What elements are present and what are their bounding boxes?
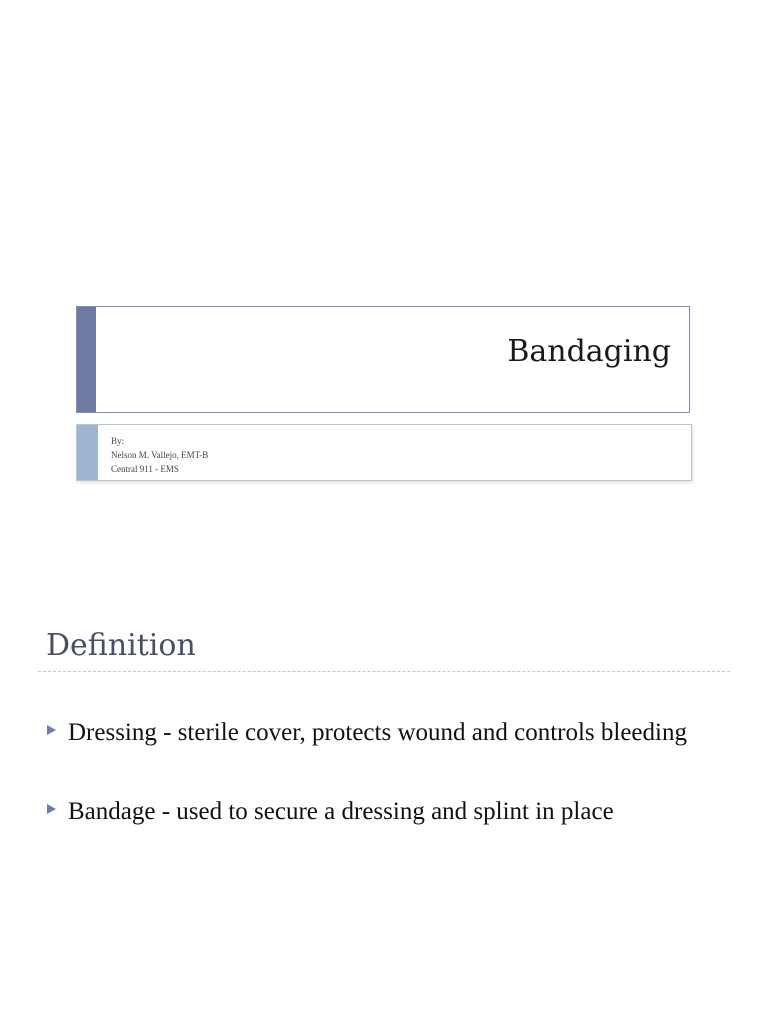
subtitle-lines bbox=[111, 434, 208, 476]
triangle-bullet-icon bbox=[47, 725, 56, 735]
bullet-item bbox=[44, 795, 724, 828]
subtitle-box bbox=[76, 424, 692, 481]
bullet-item bbox=[44, 716, 724, 749]
triangle-bullet-icon bbox=[47, 804, 56, 814]
subtitle-line: Central 911 - EMS bbox=[111, 464, 179, 474]
subtitle-accent-bar bbox=[77, 425, 98, 480]
heading-divider bbox=[38, 671, 730, 672]
slide-title: Bandaging bbox=[507, 334, 671, 369]
bullet-list bbox=[44, 716, 724, 828]
bullet-text: Bandage - used to secure a dressing and splint in place bbox=[68, 798, 614, 825]
title-accent-bar bbox=[77, 307, 96, 412]
subtitle-line: Nelson M. Vallejo, EMT-B bbox=[111, 450, 209, 460]
title-box bbox=[76, 306, 690, 413]
section-heading: Definition bbox=[46, 628, 196, 663]
subtitle-line: By: bbox=[111, 436, 125, 446]
bullet-text: Dressing - sterile cover, protects wound and controls bleeding bbox=[68, 719, 687, 746]
